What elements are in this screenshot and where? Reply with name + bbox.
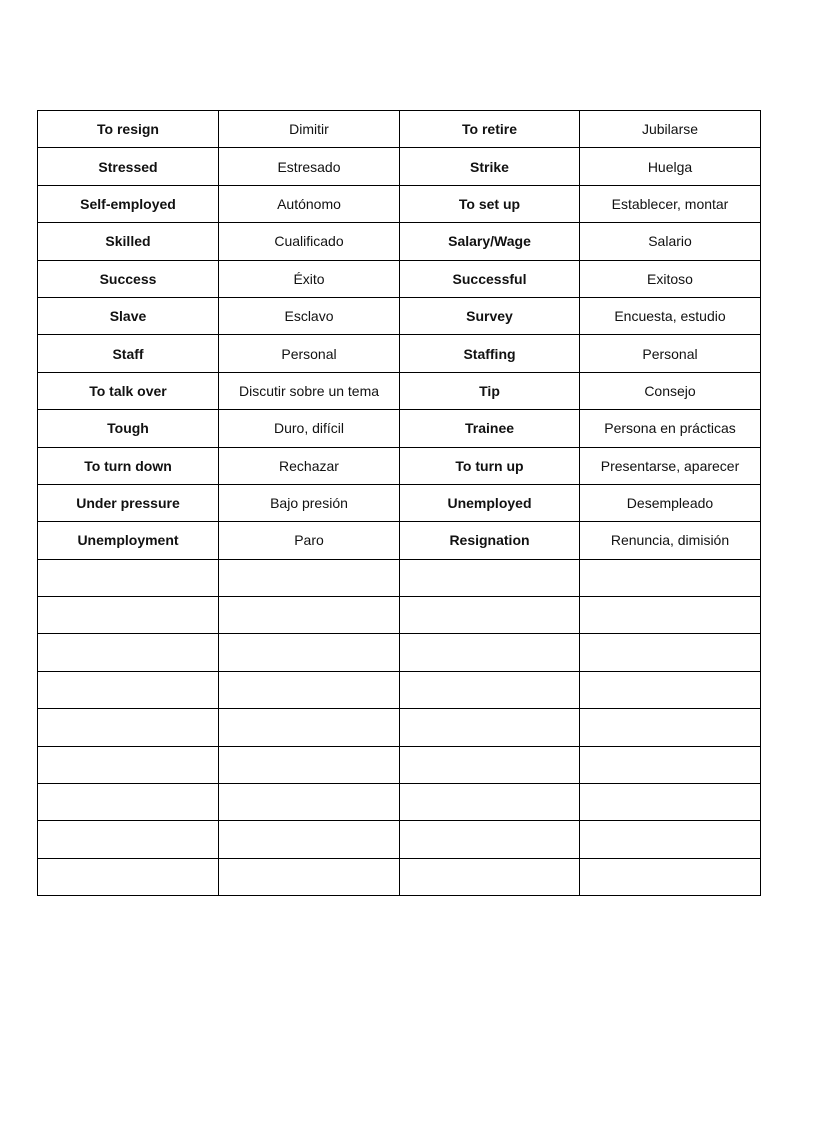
empty-cell [219,559,400,596]
empty-cell [400,709,580,746]
vocabulary-table [37,110,761,896]
empty-cell [400,597,580,634]
spanish-translation-cell: Autónomo [219,185,400,222]
table-row [38,784,761,821]
english-term-cell: Success [38,260,219,297]
table-row [38,185,761,222]
empty-cell [400,784,580,821]
spanish-translation-cell: Encuesta, estudio [580,297,761,334]
table-row [38,111,761,148]
english-term-cell: Under pressure [38,484,219,521]
empty-cell [580,671,761,708]
spanish-translation-cell: Huelga [580,148,761,185]
empty-cell [38,746,219,783]
spanish-translation-cell: Renuncia, dimisión [580,522,761,559]
english-term-cell: To turn down [38,447,219,484]
spanish-translation-cell: Presentarse, aparecer [580,447,761,484]
spanish-translation-cell: Dimitir [219,111,400,148]
empty-cell [400,746,580,783]
empty-cell [219,858,400,895]
spanish-translation-cell: Duro, difícil [219,410,400,447]
table-row [38,297,761,334]
empty-cell [219,784,400,821]
spanish-translation-cell: Persona en prácticas [580,410,761,447]
empty-cell [580,821,761,858]
english-term-cell: Unemployment [38,522,219,559]
empty-cell [400,634,580,671]
table-row [38,372,761,409]
english-term-cell: Resignation [400,522,580,559]
spanish-translation-cell: Éxito [219,260,400,297]
table-row [38,410,761,447]
empty-cell [580,858,761,895]
empty-cell [580,559,761,596]
empty-cell [219,821,400,858]
empty-cell [38,671,219,708]
spanish-translation-cell: Bajo presión [219,484,400,521]
table-row [38,260,761,297]
empty-cell [38,634,219,671]
english-term-cell: Trainee [400,410,580,447]
english-term-cell: Skilled [38,223,219,260]
spanish-translation-cell: Salario [580,223,761,260]
spanish-translation-cell: Paro [219,522,400,559]
table-row [38,223,761,260]
english-term-cell: Salary/Wage [400,223,580,260]
table-row [38,746,761,783]
spanish-translation-cell: Cualificado [219,223,400,260]
table-row [38,335,761,372]
empty-cell [580,784,761,821]
english-term-cell: Self-employed [38,185,219,222]
empty-cell [400,821,580,858]
table-row [38,522,761,559]
empty-cell [38,858,219,895]
table-row [38,709,761,746]
spanish-translation-cell: Exitoso [580,260,761,297]
empty-cell [580,597,761,634]
empty-cell [400,858,580,895]
english-term-cell: Unemployed [400,484,580,521]
spanish-translation-cell: Consejo [580,372,761,409]
english-term-cell: To set up [400,185,580,222]
table-row [38,821,761,858]
empty-cell [38,559,219,596]
empty-cell [219,709,400,746]
empty-cell [219,634,400,671]
empty-cell [580,634,761,671]
english-term-cell: Strike [400,148,580,185]
empty-cell [38,709,219,746]
spanish-translation-cell: Desempleado [580,484,761,521]
english-term-cell: To resign [38,111,219,148]
english-term-cell: Staff [38,335,219,372]
spanish-translation-cell: Esclavo [219,297,400,334]
spanish-translation-cell: Personal [580,335,761,372]
english-term-cell: To retire [400,111,580,148]
spanish-translation-cell: Rechazar [219,447,400,484]
empty-cell [38,784,219,821]
spanish-translation-cell: Establecer, montar [580,185,761,222]
empty-cell [580,746,761,783]
english-term-cell: Staffing [400,335,580,372]
table-row [38,858,761,895]
table-row [38,447,761,484]
english-term-cell: Slave [38,297,219,334]
table-row [38,671,761,708]
english-term-cell: Survey [400,297,580,334]
vocabulary-table-body [38,111,761,896]
english-term-cell: Stressed [38,148,219,185]
spanish-translation-cell: Discutir sobre un tema [219,372,400,409]
spanish-translation-cell: Jubilarse [580,111,761,148]
english-term-cell: Successful [400,260,580,297]
table-row [38,148,761,185]
table-row [38,634,761,671]
english-term-cell: Tip [400,372,580,409]
empty-cell [400,559,580,596]
spanish-translation-cell: Personal [219,335,400,372]
english-term-cell: To turn up [400,447,580,484]
table-row [38,484,761,521]
english-term-cell: To talk over [38,372,219,409]
table-row [38,559,761,596]
spanish-translation-cell: Estresado [219,148,400,185]
empty-cell [580,709,761,746]
empty-cell [219,597,400,634]
empty-cell [219,671,400,708]
table-row [38,597,761,634]
empty-cell [400,671,580,708]
empty-cell [219,746,400,783]
empty-cell [38,597,219,634]
english-term-cell: Tough [38,410,219,447]
empty-cell [38,821,219,858]
